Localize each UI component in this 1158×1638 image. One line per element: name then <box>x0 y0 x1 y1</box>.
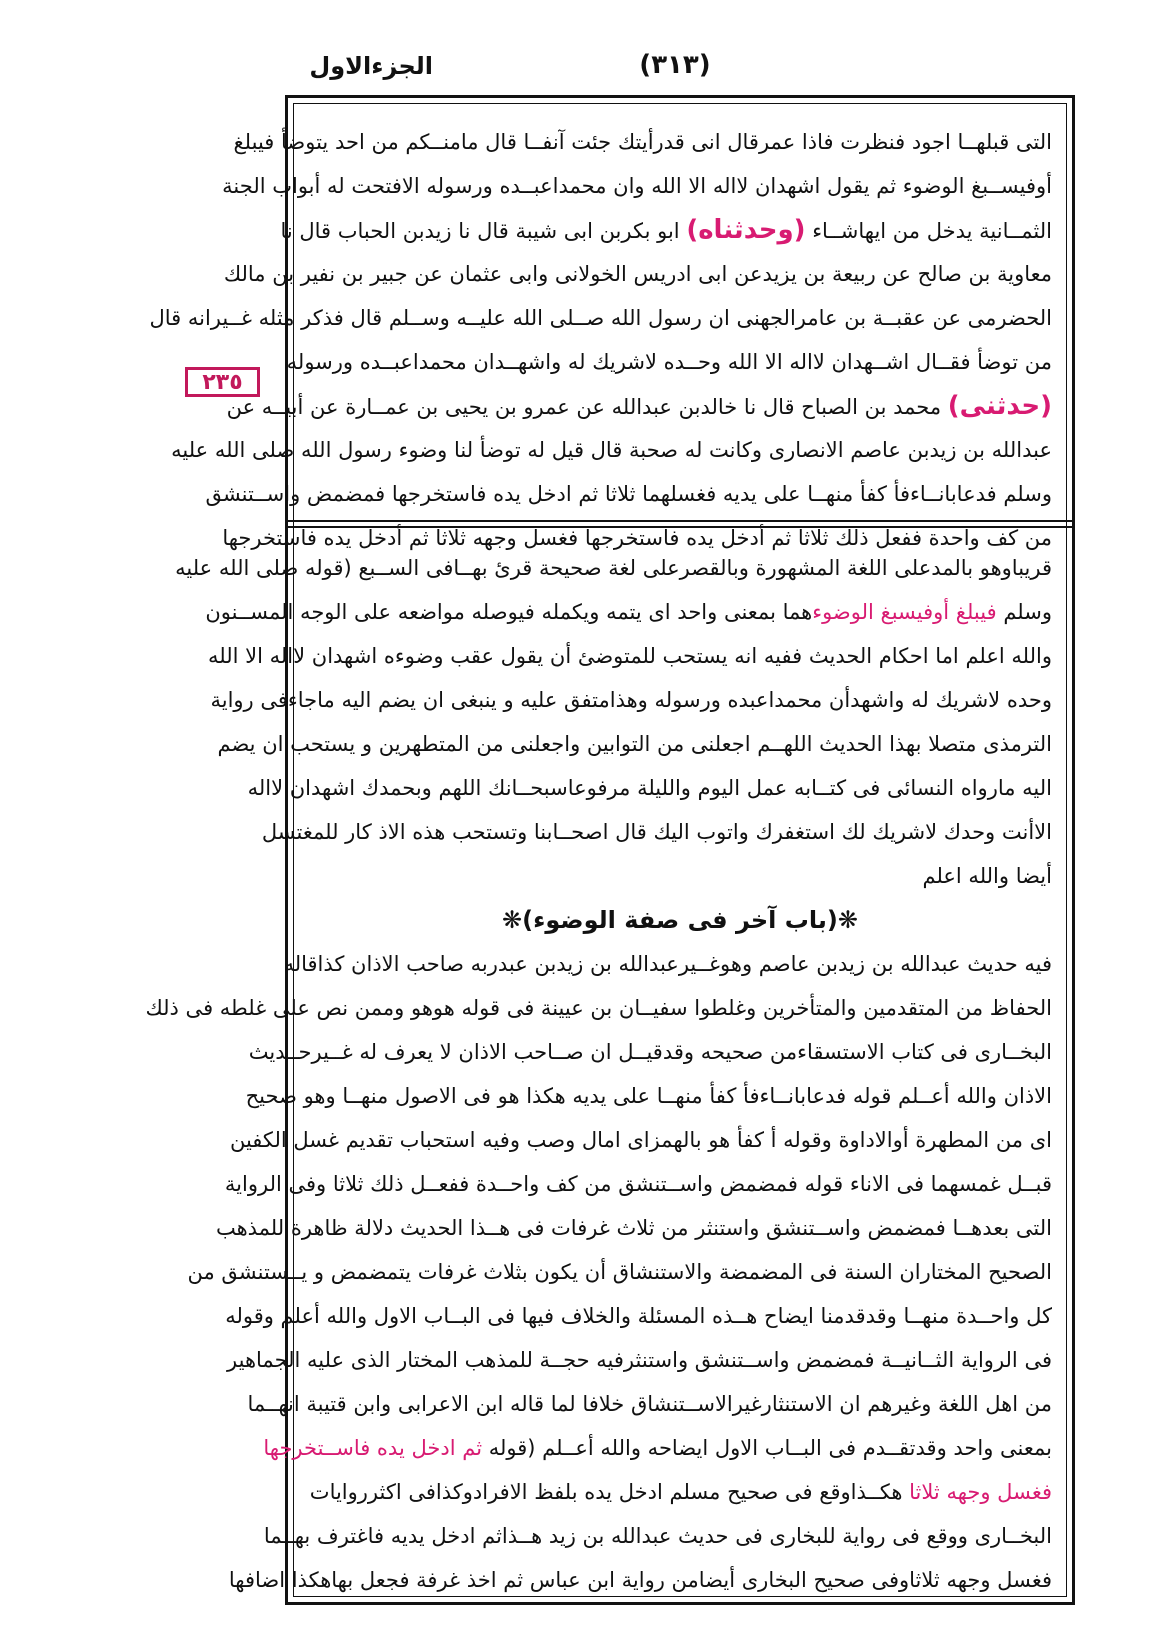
text-line: اليه مارواه النسائى فى كتــابه عمل اليوم والليلة مرفوعاسبحــانك اللهم وبحمدك اشهدان لااله <box>247 776 1052 800</box>
text-line: فيه حديث عبدالله بن زيدبن عاصم وهوغــيرعبدالله بن زيدبن عبدربه صاحب الاذان كذاقاله <box>283 952 1052 976</box>
text-line: والله اعلم اما احكام الحديث ففيه انه يستحب للمتوضئ أن يقول عقب وضوءه اشهدان لااله الا الله <box>208 644 1052 668</box>
text-line: التى بعدهــا فمضمض واســتنشق واستنثر من ثلاث غرفات فى هــذا الحديث دلالة ظاهرة للمذهب <box>215 1216 1052 1240</box>
text-line: من اهل اللغة وغيرهم ان الاستنثارغيرالاســتنشاق خلافا لما قاله ابن الاعرابى وابن قتيبة انهــما <box>247 1392 1052 1416</box>
commentary-panel <box>145 546 1052 1602</box>
narration-heading: (وحدثناه) <box>686 215 806 245</box>
text-line: اى من المطهرة أوالاداوة وقوله أ كفأ هو بالهمزاى امال وصب وفيه استحباب تقديم غسل الكفين <box>229 1128 1052 1152</box>
text-line: (حدثنى) محمد بن الصباح قال نا خالدبن عبدالله عن عمرو بن يحيى بن عمــارة عن أبيــه عن <box>226 391 1052 421</box>
text-line: وسلم فدعابانــاءفأ كفأ منهــا على يديه فغسلهما ثلاثا ثم ادخل يده فاستخرجها فمضمض واســتنشق <box>205 482 1052 506</box>
text-line: عبدالله بن زيدبن عاصم الانصارى وكانت له صحبة قال قيل له توضأ لنا وضوء رسول الله صلى الله عليه <box>171 438 1052 462</box>
text-line: الصحيح المختاران السنة فى المضمضة والاستنشاق أن يكون بثلاث غرفات يتمضمض و يــستنشق من <box>187 1260 1052 1284</box>
text-line: وسلم فيبلغ أوفيسبغ الوضوءهما بمعنى واحد اى يتمه ويكمله فيوصله مواضعه على الوجه المســنون <box>205 600 1052 624</box>
panel-divider <box>288 520 1072 528</box>
text-line: من كف واحدة ففعل ذلك ثلاثا ثم أدخل يده فاستخرجها فغسل وجهه ثلاثا ثم أدخل يده فاستخرجها <box>222 526 1052 550</box>
text-line: الاأنت وحدك لاشريك لك استغفرك واتوب اليك قال اصحــابنا وتستحب هذه الاذ كار للمغتسل <box>261 820 1052 844</box>
text-line: قريباوهو بالمدعلى اللغة المشهورة وبالقصرعلى لغة صحيحة قرئ بهــافى الســبع (قوله صلى الله عليه <box>175 556 1052 580</box>
text-line: البخــارى فى كتاب الاستسقاءمن صحيحه وقدقيــل ان صــاحب الاذان لا يعرف له غــيرحــديث <box>248 1040 1052 1064</box>
text-line: قبــل غمسهما فى الاناء قوله فمضمض واســتنشق من كف واحــدة ففعــل ذلك ثلاثا وفى الرواية <box>224 1172 1052 1196</box>
quoted-phrase: فغسل وجهه ثلاثا <box>909 1480 1052 1504</box>
chapter-heading: ❋(باب آخر فى صفة الوضوء)❋ <box>502 906 858 934</box>
text-line: الحضرمى عن عقبــة بن عامرالجهنى ان رسول الله صــلى الله عليــه وســلم قال فذكر مثله غــيرانه قال <box>149 306 1052 330</box>
text-line: وحده لاشريك له واشهدأن محمداعبده ورسوله وهذامتفق عليه و ينبغى ان يضم اليه ماجاءفى رواية <box>210 688 1052 712</box>
text-line: الترمذى متصلا بهذا الحديث اللهــم اجعلنى من التوابين واجعلنى من المتطهرين و يستحب ان يضم <box>217 732 1052 756</box>
text-line: الثمــانية يدخل من ايهاشــاء (وحدثناه) ابو بكربن ابى شيبة قال نا زيدبن الحباب قال نا <box>280 215 1052 245</box>
text-line: أيضا والله اعلم <box>922 864 1052 888</box>
hadith-number-badge: ٢٣٥ <box>185 367 260 397</box>
text-line: الاذان والله أعــلم قوله فدعابانــاءفأ كفأ منهــا على يديه هكذا هو فى الاصول منهــا وهو صحيح <box>245 1084 1052 1108</box>
volume-label: الجزءالاول <box>309 52 433 80</box>
text-line: من توضأ فقــال اشــهدان لااله الا الله وحــده لاشريك له واشهــدان محمداعبــده ورسوله <box>286 350 1052 374</box>
text-line: كل واحــدة منهــا وقدقدمنا ايضاح هــذه المسئلة والخلاف فيها فى البــاب الاول والله أعلم وقوله <box>225 1304 1052 1328</box>
narration-heading: (حدثنى) <box>947 391 1052 421</box>
quoted-phrase: ثم ادخل يده فاســتخرجها <box>263 1436 483 1460</box>
text-line: الحفاظ من المتقدمين والمتأخرين وغلطوا سفيــان بن عيينة فى قوله هوهو وممن نص على غلطه فى ذلك <box>145 996 1052 1020</box>
text-line: فغسل وجهه ثلاثاوفى صحيح البخارى أيضامن رواية ابن عباس ثم اخذ غرفة فجعل بهاهكذا اضافها <box>228 1568 1052 1592</box>
text-line: بمعنى واحد وقدتقــدم فى البــاب الاول ايضاحه والله أعــلم (قوله ثم ادخل يده فاســتخرجها <box>263 1436 1052 1460</box>
text-line: فى الرواية الثــانيــة فمضمض واســتنشق واستنثرفيه حجــة للمذهب المختار الذى عليه الجماهير <box>227 1348 1052 1372</box>
page-number: (٣١٣) <box>639 50 711 80</box>
text-line: معاوية بن صالح عن ربيعة بن يزيدعن ابى ادريس الخولانى وابى عثمان عن جبير بن نفير بن مالك <box>223 262 1052 286</box>
text-line: أوفيســبغ الوضوء ثم يقول اشهدان لااله الا الله وان محمداعبــده ورسوله الافتحت له أبواب الجنة <box>222 174 1052 198</box>
quoted-phrase: فيبلغ أوفيسبغ الوضوء <box>812 600 997 624</box>
text-line: فغسل وجهه ثلاثا هكــذاوقع فى صحيح مسلم ادخل يده بلفظ الافرادوكذافى اكثرروايات <box>309 1480 1052 1504</box>
text-line: البخــارى ووقع فى رواية للبخارى فى حديث عبدالله بن زيد هــذاثم ادخل يديه فاغترف بهــما <box>263 1524 1052 1548</box>
text-line: التى قبلهــا اجود فنظرت فاذا عمرقال انى قدرأيتك جئت آنفــا قال مامنــكم من احد يتوضأ فيبلغ <box>233 130 1052 154</box>
